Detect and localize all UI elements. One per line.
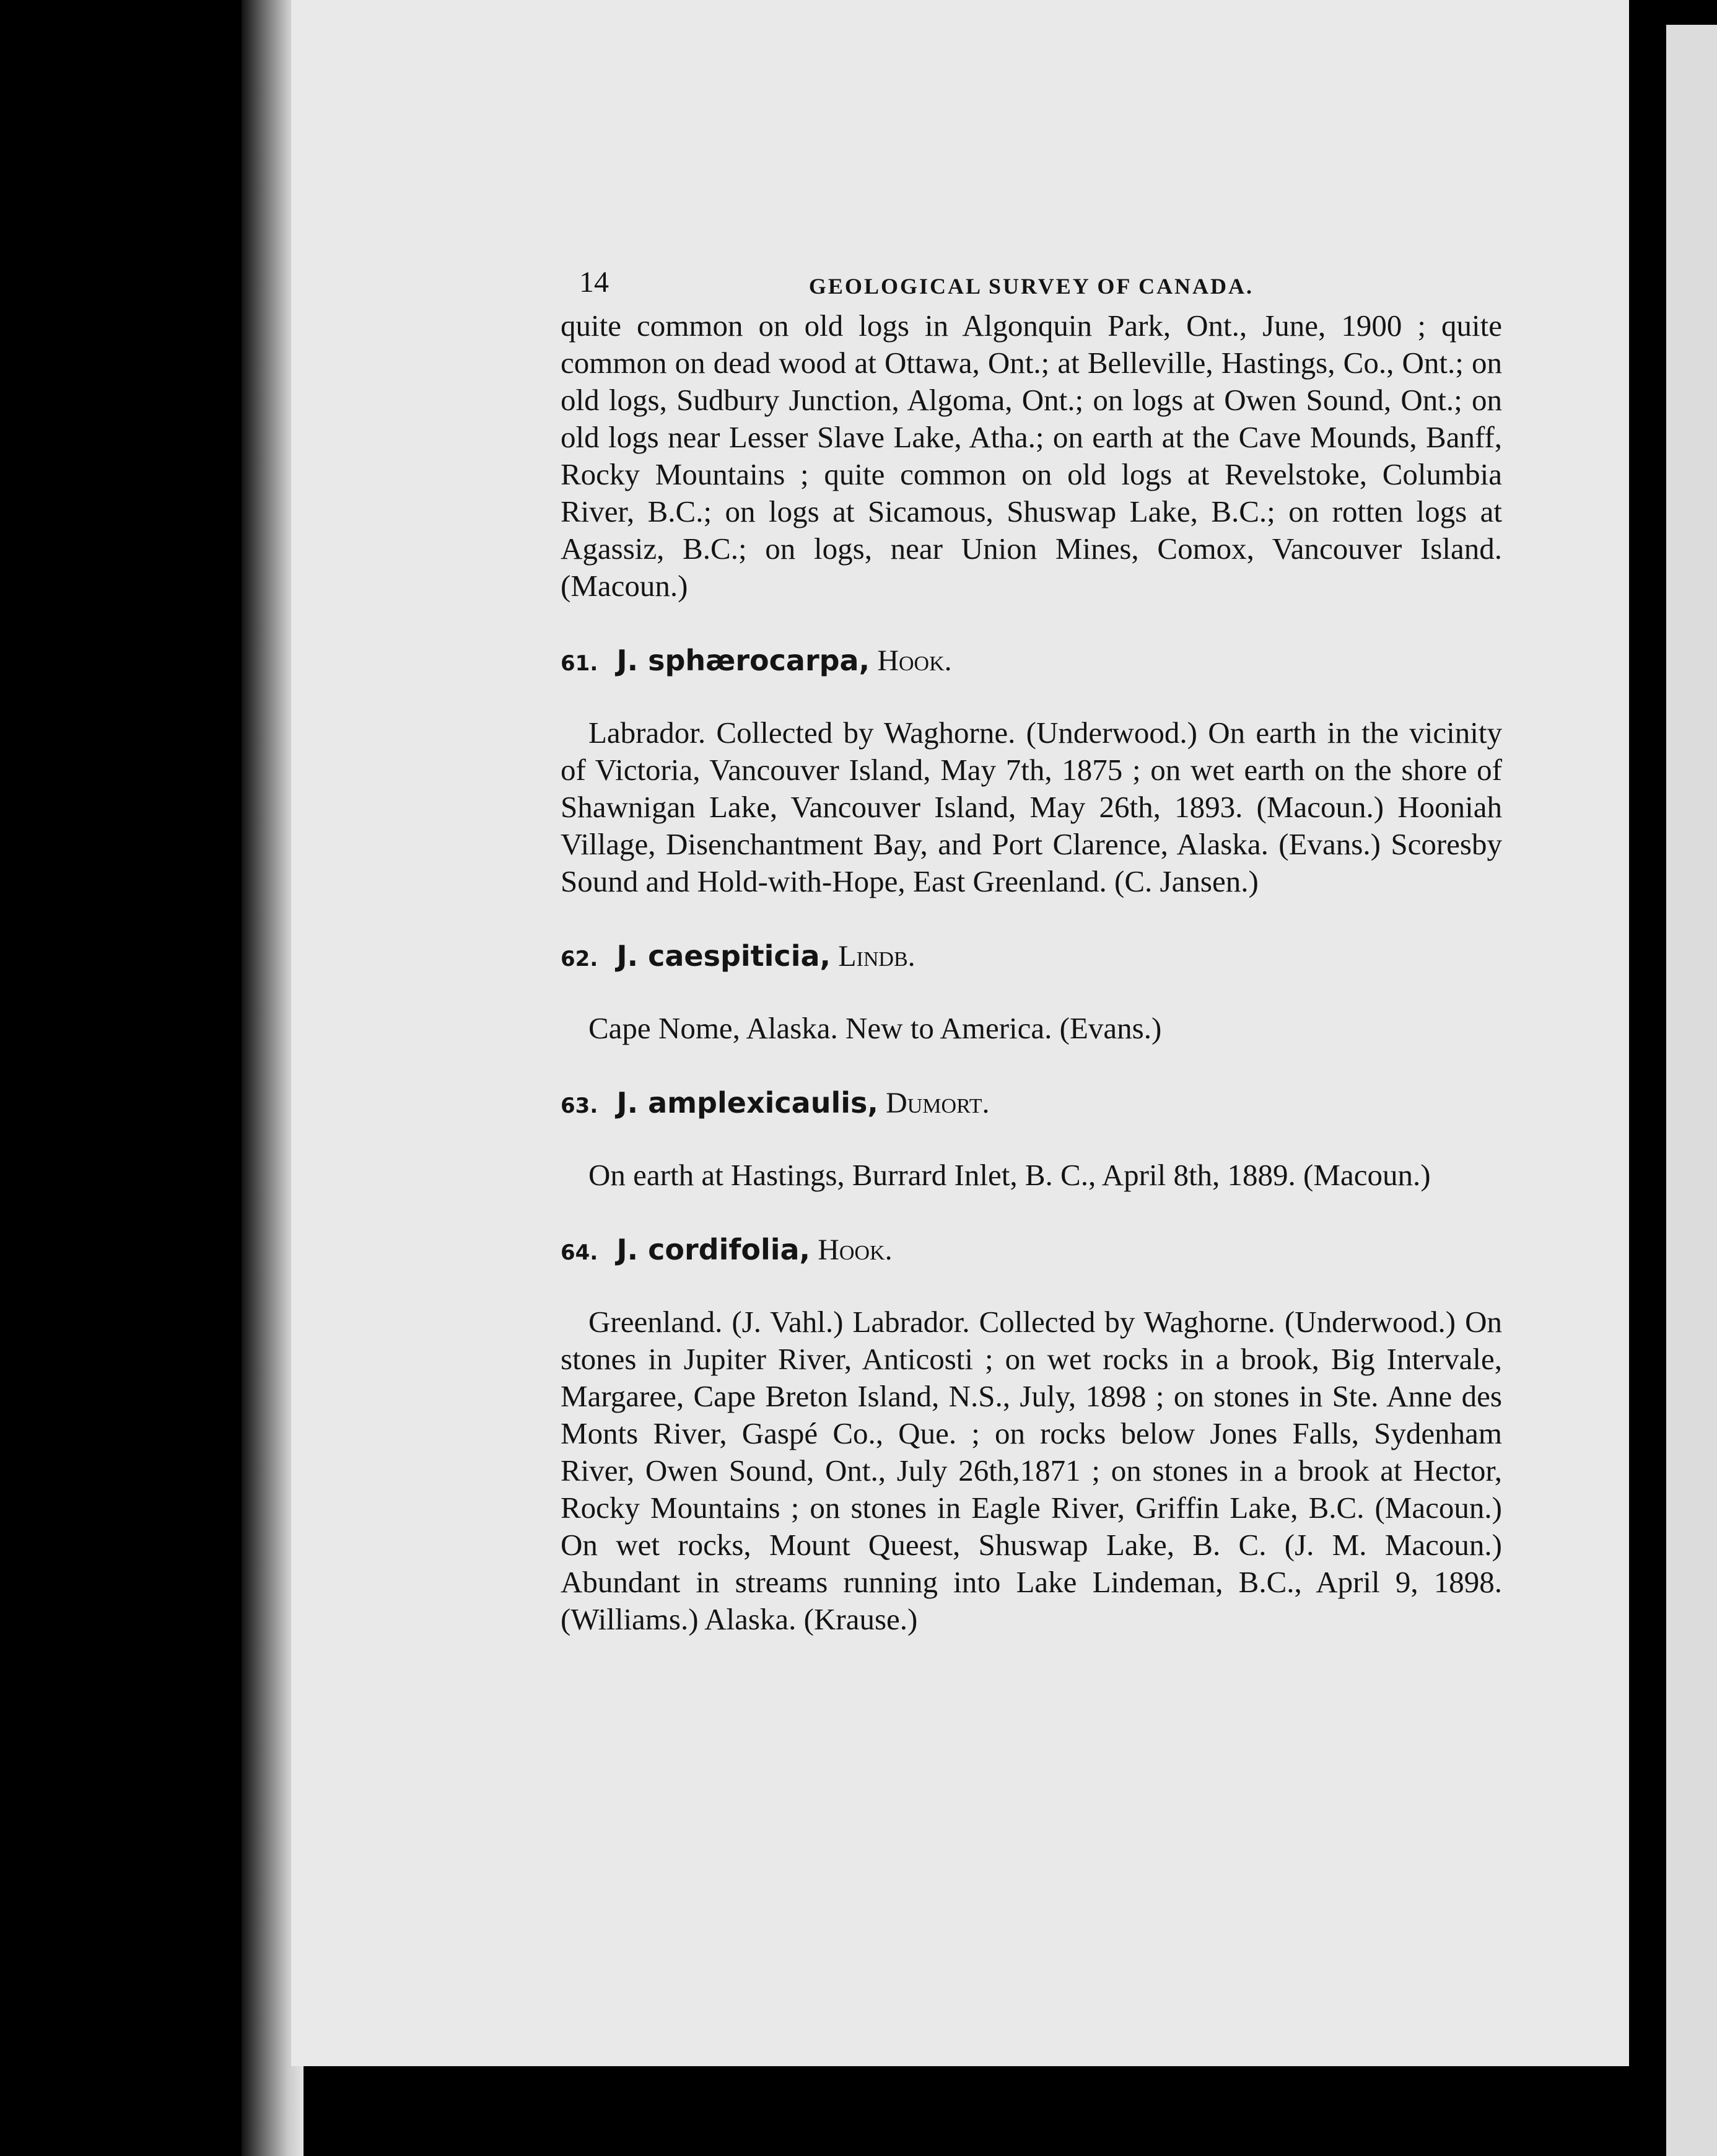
- species-heading-61: [561, 642, 1502, 682]
- species-name: J. amplexicaulis,: [616, 1086, 878, 1120]
- species-heading-62: [561, 937, 1502, 978]
- species-record-62: Cape Nome, Alaska. New to America. (Evans.): [588, 1011, 1162, 1045]
- page-content: [561, 260, 1502, 1638]
- species-author: Lindb.: [838, 940, 915, 973]
- running-head: [561, 260, 1502, 304]
- species-record-63: On earth at Hastings, Burrard Inlet, B. C., April 8th, 1889. (Macoun.): [588, 1158, 1431, 1192]
- facing-page-edge: [1666, 25, 1717, 2156]
- species-author: Hook.: [877, 644, 952, 677]
- species-name: J. cordifolia,: [616, 1233, 811, 1266]
- page-number: 14: [579, 266, 609, 299]
- species-name: J. sphærocarpa,: [616, 644, 870, 677]
- species-author: Dumort.: [886, 1087, 990, 1120]
- species-heading-63: [561, 1084, 1502, 1124]
- species-name: J. caespiticia,: [616, 939, 831, 973]
- header-title: GEOLOGICAL SURVEY OF CANADA.: [808, 274, 1254, 299]
- species-record-64: Greenland. (J. Vahl.) Labrador. Collected by Waghorne. (Underwood.) On stones in Jupiter River, Anticosti ; on wet rocks in a brook, Big Intervale, Margaree, Cape Breton Island, N.S., July, 1898 ; on stones in Ste. Anne des Monts River, Gaspé Co., Que. ; on rocks below Jones Falls, Sydenham River, Owen Sound, Ont., July 26th,1871 ; on stones in a brook at Hector, Rocky Mountains ; on stones in Eagle River, Griffin Lake, B.C. (Macoun.) On wet rocks, Mount Queest, Shuswap Lake, B. C. (J. M. Macoun.) Abundant in streams running into Lake Lindeman, B.C., April 9, 1898. (Williams.) Alaska. (Krause.): [561, 1305, 1502, 1636]
- continued-paragraph: quite common on old logs in Algonquin Park, Ont., June, 1900 ; quite common on dead wood at Ottawa, Ont.; at Belleville, Hastings, Co., Ont.; on old logs, Sudbury Junction, Algoma, Ont.; on logs at Owen Sound, Ont.; on old logs near Lesser Slave Lake, Atha.; on earth at the Cave Mounds, Banff, Rocky Mountains ; quite common on old logs at Revelstoke, Columbia River, B.C.; on logs at Sicamous, Shuswap Lake, B.C.; on rotten logs at Agassiz, B.C.; on logs, near Union Mines, Comox, Vancouver Island. (Macoun.): [561, 309, 1502, 603]
- species-number: 62.: [561, 947, 598, 971]
- species-author: Hook.: [818, 1234, 893, 1266]
- species-number: 63.: [561, 1093, 598, 1118]
- species-number: 61.: [561, 651, 598, 676]
- species-number: 64.: [561, 1240, 598, 1265]
- species-heading-64: [561, 1231, 1502, 1271]
- species-record-61: Labrador. Collected by Waghorne. (Underwood.) On earth in the vicinity of Victoria, Vancouver Island, May 7th, 1875 ; on wet earth on the shore of Shawnigan Lake, Vancouver Island, May 26th, 1893. (Macoun.) Hooniah Village, Disenchantment Bay, and Port Clarence, Alaska. (Evans.) Scoresby Sound and Hold-with-Hope, East Greenland. (C. Jansen.): [561, 716, 1502, 898]
